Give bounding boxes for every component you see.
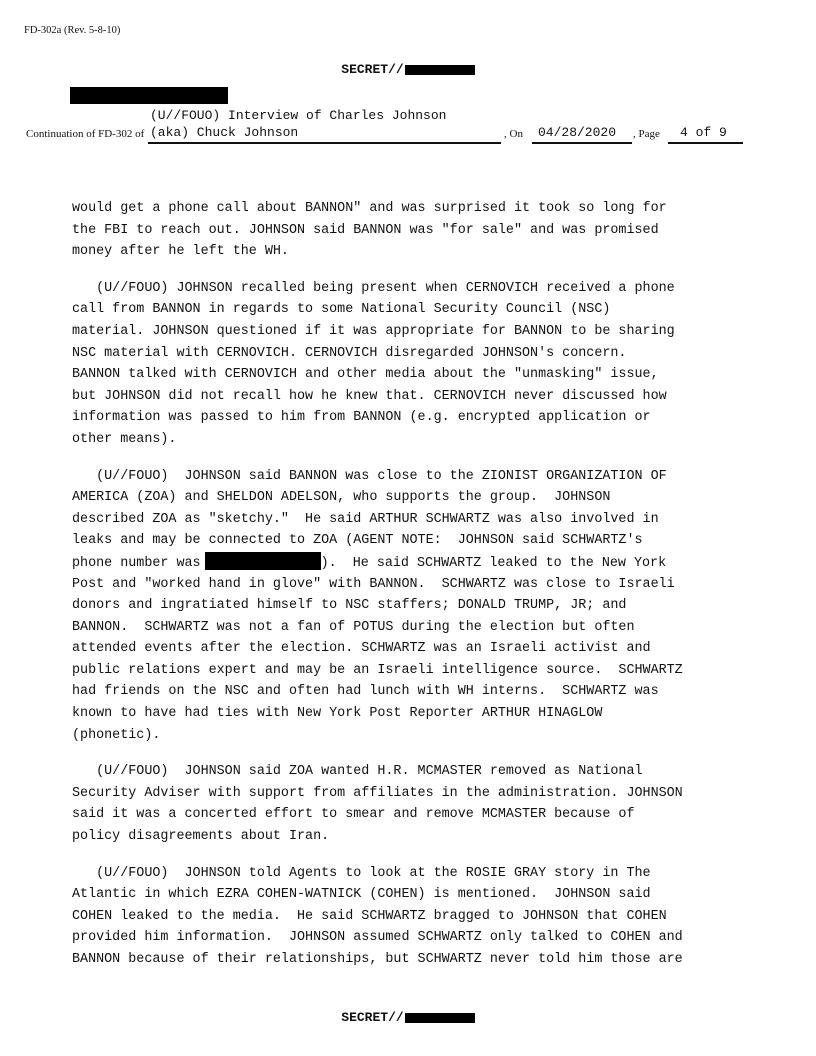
date-underline [532,142,632,144]
text-line: Atlantic in which EZRA COHEN-WATNICK (COHEN) is mentioned. JOHNSON said [72,887,651,903]
header-redaction [70,87,228,104]
text-line: BANNON because of their relationships, but SCHWARTZ never told him those are [72,952,683,967]
text-line: other means). [72,431,177,447]
text-line: (phonetic). [72,727,161,743]
paragraph [72,761,752,847]
page-underline [668,142,743,144]
text-line: known to have had ties with New York Post Reporter ARTHUR HINAGLOW [72,706,603,722]
text-line: (U//FOUO) JOHNSON recalled being present when CERNOVICH received a phone [72,280,675,296]
text-line: leaks and may be connected to ZOA (AGENT NOTE: JOHNSON said SCHWARTZ's [72,533,643,549]
text-line: call from BANNON in regards to some National Security Council (NSC) [72,302,611,318]
redacted-line-after: ). He said SCHWARTZ leaked to the New York [320,555,667,571]
classification-header [0,62,816,77]
text-line: (U//FOUO) JOHNSON said ZOA wanted H.R. MCMASTER removed as National [72,764,643,780]
text-line: described ZOA as "sketchy." He said ARTHUR SCHWARTZ was also involved in [72,511,659,527]
subject-line-2: (aka) Chuck Johnson [150,125,299,140]
text-line: AMERICA (ZOA) and SHELDON ADELSON, who supports the group. JOHNSON [72,490,611,506]
page-label: , Page [633,128,660,140]
text-line: COHEN leaked to the media. He said SCHWARTZ bragged to JOHNSON that COHEN [72,908,667,924]
document-body [72,198,752,971]
paragraph [72,278,752,451]
continuation-label: Continuation of FD-302 of [26,128,145,140]
subject-line-1: (U//FOUO) Interview of Charles Johnson [150,108,447,123]
classification-footer [0,1010,816,1025]
text-line: the FBI to reach out. JOHNSON said BANNON was "for sale" and was promised [72,222,659,238]
text-line: Security Adviser with support from affiliates in the administration. JOHNSON [72,785,683,801]
text-line: NSC material with CERNOVICH. CERNOVICH disregarded JOHNSON's concern. [72,345,627,361]
text-line: public relations expert and may be an Israeli intelligence source. SCHWARTZ [72,662,683,678]
phone-number-redaction [205,552,321,570]
redacted-line-before: phone number was [72,555,201,571]
text-line: money after he left the WH. [72,244,289,260]
text-line: attended events after the election. SCHWARTZ was an Israeli activist and [72,641,651,657]
paragraph [72,466,752,747]
paragraph [72,863,752,971]
text-line: provided him information. JOHNSON assumed SCHWARTZ only talked to COHEN and [72,930,683,946]
interview-date: 04/28/2020 [538,125,617,140]
redacted-text-line [72,552,752,574]
page-number: 4 of 9 [680,125,727,140]
text-line: information was passed to him from BANNON (e.g. encrypted application or [72,410,651,426]
paragraph [72,198,752,263]
text-line: Post and "worked hand in glove" with BANNON. SCHWARTZ was close to Israeli [72,576,675,592]
text-line: (U//FOUO) JOHNSON said BANNON was close to the ZIONIST ORGANIZATION OF [72,468,667,484]
text-line: but JOHNSON did not recall how he knew that. CERNOVICH never discussed how [72,388,667,404]
classification-redaction [405,65,475,75]
text-line: policy disagreements about Iran. [72,829,330,845]
classification-label: SECRET// [341,62,404,77]
text-line: said it was a concerted effort to smear and remove MCMASTER because of [72,807,635,823]
on-label: , On [504,128,523,140]
text-line: BANNON talked with CERNOVICH and other media about the "unmasking" issue, [72,367,659,383]
subject-underline [148,142,501,144]
text-line: donors and ingratiated himself to NSC staffers; DONALD TRUMP, JR; and [72,598,627,614]
text-line: BANNON. SCHWARTZ was not a fan of POTUS during the election but often [72,619,635,635]
classification-redaction [405,1013,475,1023]
text-line: had friends on the NSC and often had lunch with WH interns. SCHWARTZ was [72,684,659,700]
text-line: would get a phone call about BANNON" and was surprised it took so long for [72,201,667,216]
form-number: FD-302a (Rev. 5-8-10) [24,25,121,36]
text-line: material. JOHNSON questioned if it was appropriate for BANNON to be sharing [72,323,675,339]
text-line: (U//FOUO) JOHNSON told Agents to look at the ROSIE GRAY story in The [72,865,651,881]
classification-label: SECRET// [341,1010,404,1025]
